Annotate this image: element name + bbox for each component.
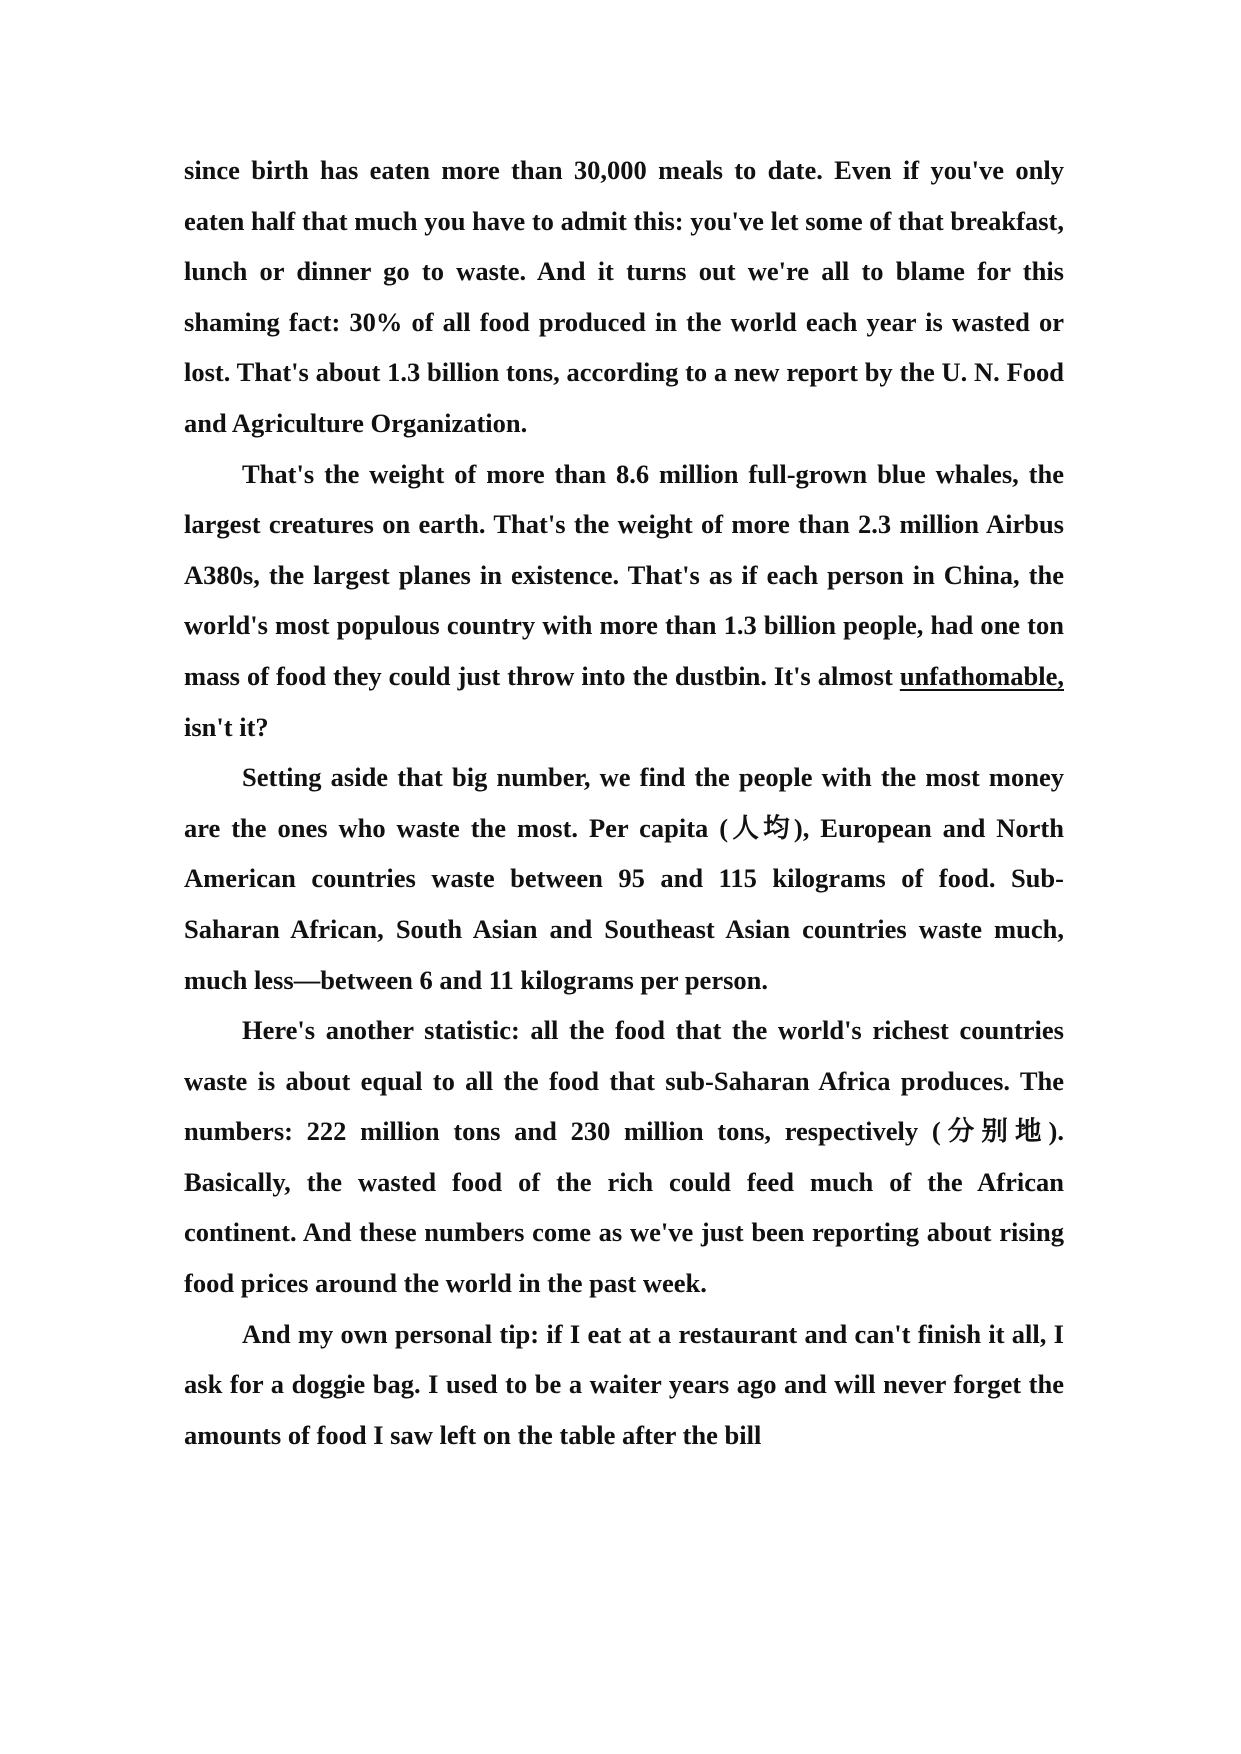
paragraph-4 xyxy=(184,1005,1064,1309)
paragraph-5-text: And my own personal tip: if I eat at a restaurant and can't finish it all, I ask for a doggie bag. I used to be a waiter years ago and will never forget the amounts of food I saw left on the table after the bill xyxy=(184,1318,1064,1450)
underlined-word: unfathomable, xyxy=(899,660,1064,691)
document-page xyxy=(184,145,1064,1460)
paragraph-2-text: That's the weight of more than 8.6 million full-grown blue whales, the largest creatures on earth. That's the weight of more than 2.3 million Airbus A380s, the largest planes in existence. That's as if each person in China, the world's most populous country with more than 1.3 billion people, had one ton mass of food they could just throw into the dustbin. It's almost xyxy=(184,458,1064,691)
paragraph-1-text: since birth has eaten more than 30,000 meals to date. Even if you've only eaten half that much you have to admit this: you've let some of that breakfast, lunch or dinner go to waste. And it turns out we're all to blame for this shaming fact: 30% of all food produced in the world each year is wasted or lost. That's about 1.3 billion tons, according to a new report by the U. N. Food and Agriculture Organization. xyxy=(184,155,1064,438)
paragraph-3 xyxy=(184,752,1064,1005)
paragraph-2 xyxy=(184,449,1064,753)
paragraph-5 xyxy=(184,1309,1064,1461)
paragraph-3-text: Setting aside that big number, we find the people with the most money are the ones who waste the most. Per capita (人均), European and North American countries waste between 95 and 115 kilograms of food. Sub-Saharan African, South Asian and Southeast Asian countries waste much, much less—between 6 and 11 kilograms per person. xyxy=(184,762,1064,995)
paragraph-4-text: Here's another statistic: all the food that the world's richest countries waste is about equal to all the food that sub-Saharan Africa produces. The numbers: 222 million tons and 230 million tons, respectively (分别地). Basically, the wasted food of the rich could feed much of the African continent. And these numbers come as we've just been reporting about rising food prices around the world in the past week. xyxy=(184,1015,1064,1299)
paragraph-1 xyxy=(184,145,1064,449)
paragraph-2-tail: isn't it? xyxy=(184,711,269,742)
